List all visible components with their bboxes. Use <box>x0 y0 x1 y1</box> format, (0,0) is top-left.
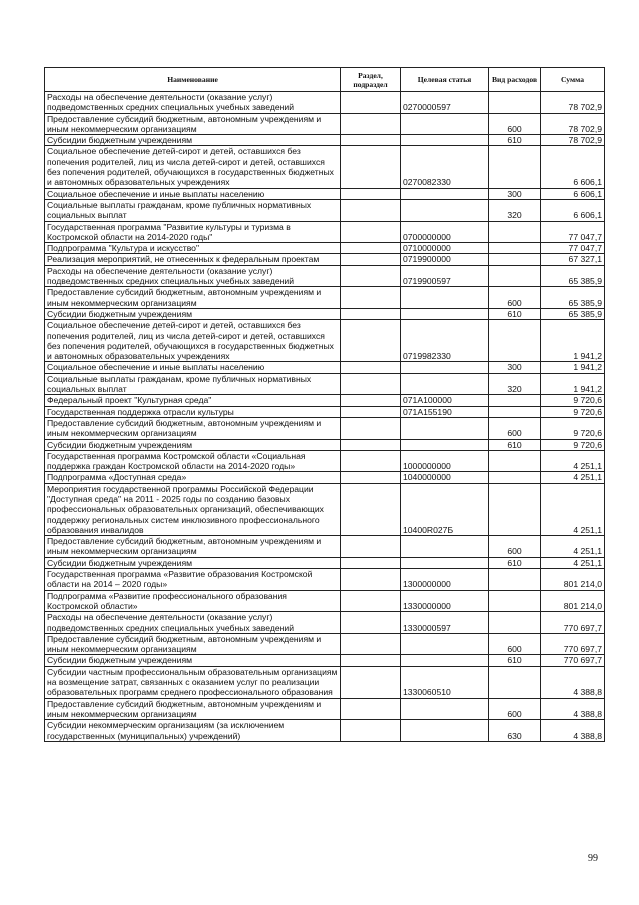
header-name: Наименование <box>45 68 341 92</box>
cell-section <box>341 135 401 146</box>
cell-section <box>341 395 401 406</box>
cell-sum: 4 388,8 <box>541 666 605 698</box>
cell-sum: 4 388,8 <box>541 720 605 742</box>
cell-target <box>401 655 489 666</box>
table-row <box>45 243 605 254</box>
cell-target <box>401 536 489 558</box>
header-target: Целевая статья <box>401 68 489 92</box>
cell-name: Субсидии частным профессиональным образовательным организациям на возмещение затрат, связанных с оказанием услуг по реализации образовательных программ среднего профессионального образования <box>45 666 341 698</box>
cell-target: 0270082330 <box>401 146 489 188</box>
cell-section <box>341 287 401 309</box>
cell-sum: 77 047,7 <box>541 221 605 243</box>
cell-name: Предоставление субсидий бюджетным, автономным учреждениям и иным некоммерческим организациям <box>45 633 341 655</box>
cell-section <box>341 612 401 634</box>
cell-target: 0710000000 <box>401 243 489 254</box>
table-row <box>45 373 605 395</box>
table-row <box>45 483 605 535</box>
cell-section <box>341 666 401 698</box>
cell-name: Реализация мероприятий, не отнесенных к федеральным проектам <box>45 254 341 265</box>
table-row <box>45 395 605 406</box>
cell-target <box>401 633 489 655</box>
table-row <box>45 308 605 319</box>
cell-section <box>341 483 401 535</box>
cell-type <box>489 243 541 254</box>
cell-section <box>341 373 401 395</box>
cell-name: Субсидии бюджетным учреждениям <box>45 308 341 319</box>
cell-name: Мероприятия государственной программы Российской Федерации "Доступная среда" на 2011 - 2025 годы по созданию базовых профессиональных образовательных организаций, обеспечивающих поддержку региональных систем инклюзивного профессионального образования инвалидов <box>45 483 341 535</box>
cell-type <box>489 92 541 114</box>
cell-name: Субсидии бюджетным учреждениям <box>45 135 341 146</box>
cell-target: 1040000000 <box>401 472 489 483</box>
cell-section <box>341 243 401 254</box>
table-row <box>45 450 605 472</box>
table-row <box>45 417 605 439</box>
cell-section <box>341 92 401 114</box>
header-section: Раздел, подраздел <box>341 68 401 92</box>
cell-type <box>489 569 541 591</box>
cell-target <box>401 373 489 395</box>
cell-sum: 1 941,2 <box>541 362 605 373</box>
cell-name: Социальное обеспечение детей-сирот и детей, оставшихся без попечения родителей, лиц из числа детей-сирот и детей, оставшихся без попечения родителей, обучающихся в государственных бюджетных и автономных образовательных учреждениях <box>45 320 341 362</box>
cell-sum: 78 702,9 <box>541 113 605 135</box>
cell-target <box>401 417 489 439</box>
table-body <box>45 92 605 742</box>
cell-sum: 78 702,9 <box>541 135 605 146</box>
cell-type <box>489 254 541 265</box>
table-row <box>45 720 605 742</box>
cell-target <box>401 698 489 720</box>
cell-target: 1330000000 <box>401 590 489 612</box>
cell-target: 1330060510 <box>401 666 489 698</box>
cell-type <box>489 146 541 188</box>
table-row <box>45 188 605 199</box>
cell-section <box>341 221 401 243</box>
cell-type <box>489 483 541 535</box>
cell-type: 610 <box>489 439 541 450</box>
cell-type: 320 <box>489 373 541 395</box>
cell-section <box>341 417 401 439</box>
cell-target <box>401 557 489 568</box>
cell-type: 610 <box>489 135 541 146</box>
cell-target <box>401 113 489 135</box>
cell-name: Расходы на обеспечение деятельности (оказание услуг) подведомственных средних специальных учебных заведений <box>45 265 341 287</box>
cell-name: Предоставление субсидий бюджетным, автономным учреждениям и иным некоммерческим организациям <box>45 287 341 309</box>
header-sum: Сумма <box>541 68 605 92</box>
table-row <box>45 633 605 655</box>
cell-sum: 770 697,7 <box>541 655 605 666</box>
cell-section <box>341 199 401 221</box>
cell-sum: 4 388,8 <box>541 698 605 720</box>
cell-name: Государственная поддержка отрасли культуры <box>45 406 341 417</box>
header-type: Вид расходов <box>489 68 541 92</box>
table-row <box>45 439 605 450</box>
cell-name: Социальные выплаты гражданам, кроме публичных нормативных социальных выплат <box>45 373 341 395</box>
cell-target: 0719900597 <box>401 265 489 287</box>
cell-name: Предоставление субсидий бюджетным, автономным учреждениям и иным некоммерческим организациям <box>45 417 341 439</box>
table-row <box>45 265 605 287</box>
cell-type <box>489 472 541 483</box>
cell-type <box>489 265 541 287</box>
cell-type <box>489 666 541 698</box>
cell-section <box>341 439 401 450</box>
cell-section <box>341 720 401 742</box>
cell-sum: 65 385,9 <box>541 287 605 309</box>
table-row <box>45 199 605 221</box>
cell-target: 1000000000 <box>401 450 489 472</box>
cell-sum: 801 214,0 <box>541 569 605 591</box>
cell-name: Социальное обеспечение детей-сирот и детей, оставшихся без попечения родителей, лиц из числа детей-сирот и детей, оставшихся без попечения родителей, обучающихся в государственных бюджетных и автономных образовательных учреждениях <box>45 146 341 188</box>
cell-name: Предоставление субсидий бюджетным, автономным учреждениям и иным некоммерческим организациям <box>45 113 341 135</box>
page-number: 99 <box>588 853 598 864</box>
cell-name: Социальное обеспечение и иные выплаты населению <box>45 188 341 199</box>
cell-target: 0700000000 <box>401 221 489 243</box>
cell-sum: 6 606,1 <box>541 146 605 188</box>
cell-section <box>341 362 401 373</box>
cell-name: Государственная программа Костромской области «Социальная поддержка граждан Костромской области на 2014-2020 годы» <box>45 450 341 472</box>
cell-name: Субсидии бюджетным учреждениям <box>45 439 341 450</box>
cell-sum: 6 606,1 <box>541 188 605 199</box>
cell-section <box>341 590 401 612</box>
cell-target: 10400R027Б <box>401 483 489 535</box>
cell-sum: 1 941,2 <box>541 320 605 362</box>
table-row <box>45 666 605 698</box>
table-header <box>45 68 605 92</box>
cell-target: 071A100000 <box>401 395 489 406</box>
cell-section <box>341 569 401 591</box>
cell-section <box>341 265 401 287</box>
table-row <box>45 698 605 720</box>
cell-target: 071A155190 <box>401 406 489 417</box>
cell-type <box>489 406 541 417</box>
cell-type: 610 <box>489 655 541 666</box>
cell-name: Государственная программа «Развитие образования Костромской области на 2014 – 2020 годы» <box>45 569 341 591</box>
table-row <box>45 536 605 558</box>
cell-section <box>341 536 401 558</box>
table-row <box>45 146 605 188</box>
table-row <box>45 612 605 634</box>
cell-sum: 65 385,9 <box>541 265 605 287</box>
cell-type <box>489 450 541 472</box>
table-row <box>45 254 605 265</box>
cell-sum: 4 251,1 <box>541 557 605 568</box>
cell-type: 320 <box>489 199 541 221</box>
cell-type <box>489 395 541 406</box>
cell-name: Социальные выплаты гражданам, кроме публичных нормативных социальных выплат <box>45 199 341 221</box>
cell-sum: 65 385,9 <box>541 308 605 319</box>
cell-name: Федеральный проект "Культурная среда" <box>45 395 341 406</box>
table-row <box>45 362 605 373</box>
cell-target <box>401 188 489 199</box>
cell-section <box>341 188 401 199</box>
cell-sum: 9 720,6 <box>541 406 605 417</box>
budget-table <box>44 67 605 742</box>
cell-type: 610 <box>489 557 541 568</box>
cell-sum: 4 251,1 <box>541 536 605 558</box>
cell-type: 600 <box>489 287 541 309</box>
cell-type <box>489 221 541 243</box>
cell-type <box>489 612 541 634</box>
cell-section <box>341 557 401 568</box>
cell-sum: 801 214,0 <box>541 590 605 612</box>
cell-target: 1300000000 <box>401 569 489 591</box>
cell-target <box>401 199 489 221</box>
cell-sum: 4 251,1 <box>541 483 605 535</box>
cell-name: Социальное обеспечение и иные выплаты населению <box>45 362 341 373</box>
cell-sum: 77 047,7 <box>541 243 605 254</box>
table-row <box>45 557 605 568</box>
cell-name: Субсидии бюджетным учреждениям <box>45 655 341 666</box>
cell-section <box>341 406 401 417</box>
cell-type: 600 <box>489 113 541 135</box>
header-row <box>45 68 605 92</box>
cell-type <box>489 590 541 612</box>
cell-sum: 4 251,1 <box>541 450 605 472</box>
cell-name: Предоставление субсидий бюджетным, автономным учреждениям и иным некоммерческим организациям <box>45 698 341 720</box>
table-row <box>45 92 605 114</box>
cell-target <box>401 720 489 742</box>
cell-sum: 1 941,2 <box>541 373 605 395</box>
cell-section <box>341 655 401 666</box>
cell-sum: 9 720,6 <box>541 395 605 406</box>
cell-section <box>341 320 401 362</box>
cell-section <box>341 698 401 720</box>
cell-section <box>341 308 401 319</box>
cell-name: Подпрограмма «Развитие профессионального образования Костромской области» <box>45 590 341 612</box>
cell-target <box>401 439 489 450</box>
cell-type: 300 <box>489 188 541 199</box>
table-row <box>45 287 605 309</box>
table-row <box>45 113 605 135</box>
cell-type: 300 <box>489 362 541 373</box>
cell-type: 600 <box>489 633 541 655</box>
cell-name: Расходы на обеспечение деятельности (оказание услуг) подведомственных средних специальных учебных заведений <box>45 92 341 114</box>
cell-name: Предоставление субсидий бюджетным, автономным учреждениям и иным некоммерческим организациям <box>45 536 341 558</box>
cell-section <box>341 450 401 472</box>
table-row <box>45 221 605 243</box>
cell-name: Подпрограмма "Культура и искусство" <box>45 243 341 254</box>
cell-type: 630 <box>489 720 541 742</box>
cell-type: 600 <box>489 417 541 439</box>
cell-sum: 4 251,1 <box>541 472 605 483</box>
cell-sum: 6 606,1 <box>541 199 605 221</box>
cell-section <box>341 633 401 655</box>
table-row <box>45 406 605 417</box>
cell-target: 0719900000 <box>401 254 489 265</box>
cell-type: 610 <box>489 308 541 319</box>
cell-target: 1330000597 <box>401 612 489 634</box>
cell-target <box>401 287 489 309</box>
cell-target <box>401 308 489 319</box>
cell-type: 600 <box>489 698 541 720</box>
table-row <box>45 569 605 591</box>
cell-name: Государственная программа "Развитие культуры и туризма в Костромской области на 2014-2020 годы" <box>45 221 341 243</box>
table-row <box>45 472 605 483</box>
table-row <box>45 320 605 362</box>
cell-sum: 78 702,9 <box>541 92 605 114</box>
cell-sum: 770 697,7 <box>541 633 605 655</box>
cell-target: 0719982330 <box>401 320 489 362</box>
cell-name: Подпрограмма «Доступная среда» <box>45 472 341 483</box>
cell-name: Субсидии некоммерческим организациям (за исключением государственных (муниципальных) учреждений) <box>45 720 341 742</box>
cell-name: Расходы на обеспечение деятельности (оказание услуг) подведомственных средних специальных учебных заведений <box>45 612 341 634</box>
table-row <box>45 655 605 666</box>
cell-target <box>401 362 489 373</box>
cell-sum: 770 697,7 <box>541 612 605 634</box>
cell-target <box>401 135 489 146</box>
cell-sum: 9 720,6 <box>541 439 605 450</box>
table-row <box>45 135 605 146</box>
cell-sum: 9 720,6 <box>541 417 605 439</box>
cell-section <box>341 113 401 135</box>
cell-name: Субсидии бюджетным учреждениям <box>45 557 341 568</box>
cell-section <box>341 472 401 483</box>
cell-type <box>489 320 541 362</box>
cell-section <box>341 254 401 265</box>
cell-type: 600 <box>489 536 541 558</box>
cell-sum: 67 327,1 <box>541 254 605 265</box>
table-row <box>45 590 605 612</box>
cell-section <box>341 146 401 188</box>
cell-target: 0270000597 <box>401 92 489 114</box>
